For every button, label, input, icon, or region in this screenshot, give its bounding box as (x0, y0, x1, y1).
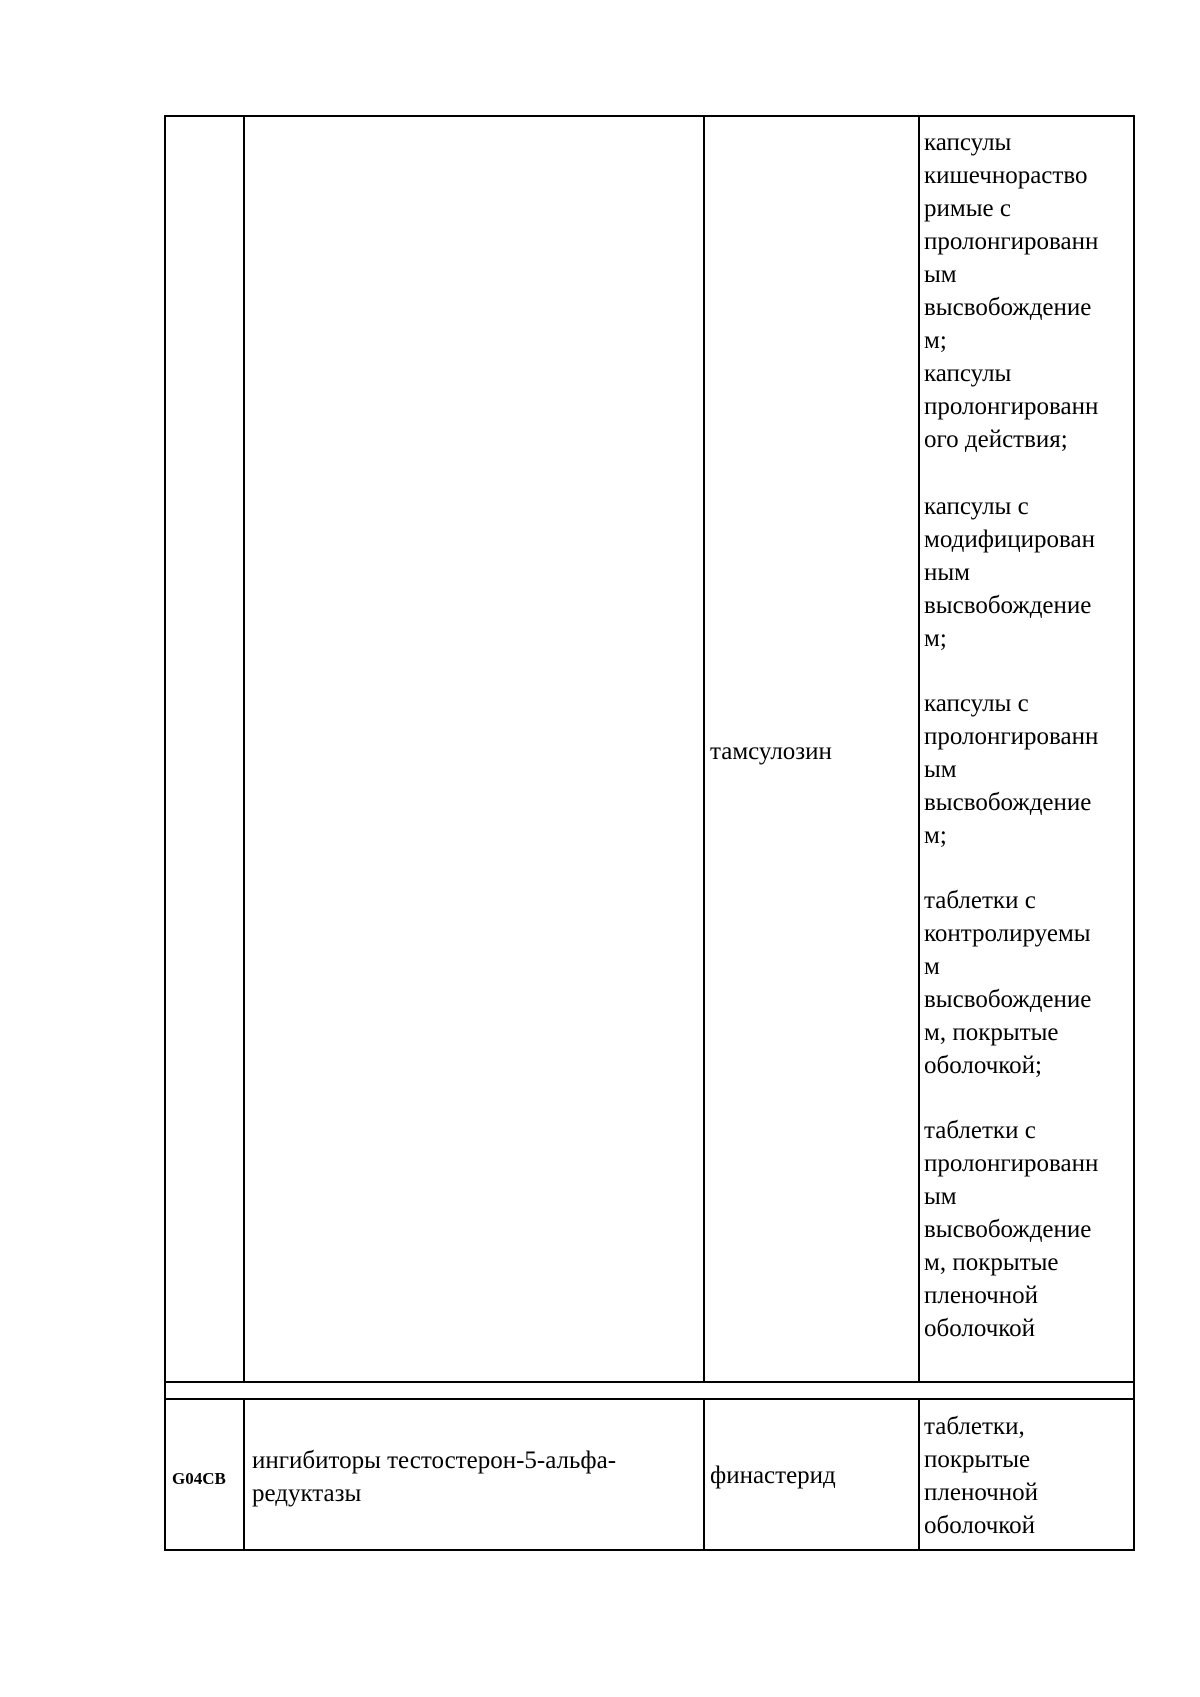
table-row-divider (164, 1381, 1134, 1383)
dosage-form-entry: таблетки с пролонгированн ым высвобождение м, покрытые пленочной оболочкой (924, 1117, 1099, 1342)
column-divider (703, 115, 705, 1383)
drug-name-cell: финастерид (710, 1462, 836, 1489)
column-divider (703, 1398, 705, 1550)
table-border-top (164, 115, 1134, 117)
drug-name-cell: тамсулозин (710, 738, 832, 765)
table-row-divider (164, 1398, 1134, 1400)
dosage-form-entry: капсулы с пролонгированн ым высвобождение м; (924, 690, 1099, 849)
dosage-form-entry: капсулы кишечнораство римые с пролонгированн ым высвобождение м; капсулы пролонгированн ого действия; (924, 129, 1099, 453)
column-divider (918, 115, 920, 1383)
dosage-form-entry: таблетки с контролируемы м высвобождение м, покрытые оболочкой; (924, 887, 1092, 1079)
drug-group-cell: ингибиторы тестостерон-5-альфа- редуктазы (252, 1447, 617, 1507)
dosage-form-entry: капсулы с модифицирован ным высвобождение м; (924, 493, 1095, 652)
table-border-left (164, 115, 166, 1551)
column-divider (918, 1398, 920, 1550)
column-divider (243, 115, 245, 1383)
atc-code-cell: G04CB (172, 1469, 226, 1488)
dosage-form-cell: таблетки, покрытые пленочной оболочкой (924, 1413, 1039, 1539)
column-divider (243, 1398, 245, 1550)
table-border-bottom (164, 1549, 1134, 1551)
